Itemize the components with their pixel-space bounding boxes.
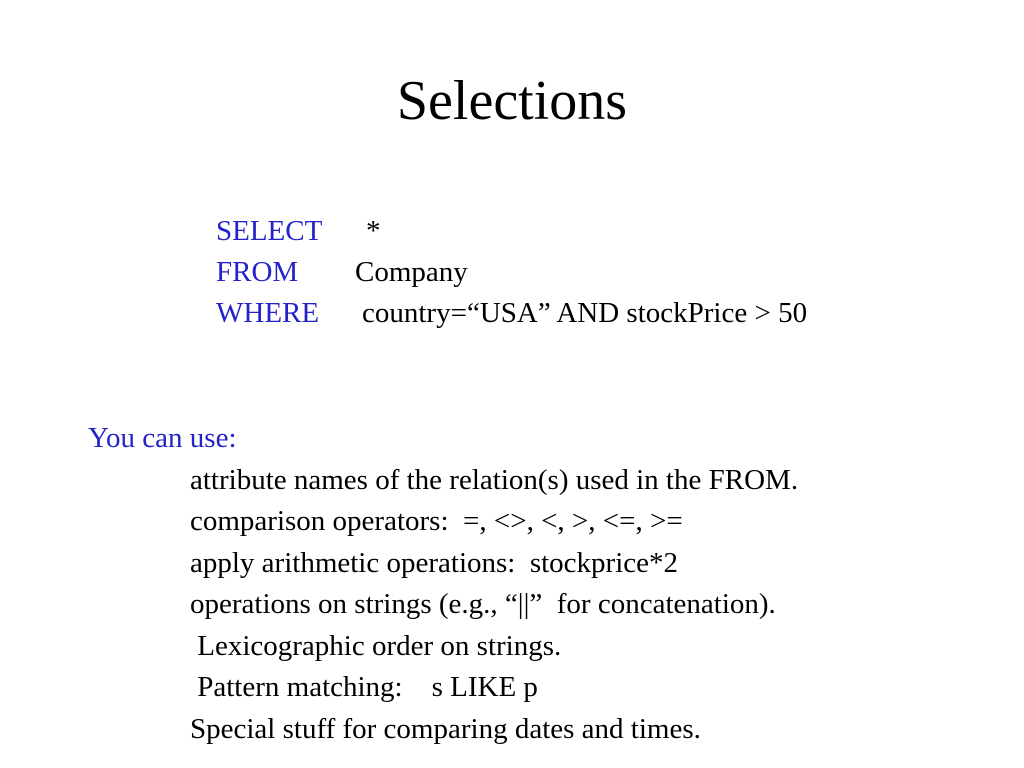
sql-where-keyword: WHERE [216,297,320,329]
sql-select-clause: * [366,215,381,247]
sql-from-clause: Company [355,256,468,288]
sql-select-keyword: SELECT [216,215,323,247]
usage-list [88,418,799,750]
usage-item: Special stuff for comparing dates and times. [190,712,701,745]
usage-item: comparison operators: =, <>, <, >, <=, >= [190,505,683,537]
usage-heading: You can use: [88,422,237,454]
usage-item: apply arithmetic operations: stockprice*2 [190,546,679,579]
sql-where-clause: country=“USA” AND stockPrice > 50 [362,297,808,329]
usage-item: Lexicographic order on strings. [190,629,562,662]
usage-item: attribute names of the relation(s) used in the FROM. [190,463,799,496]
usage-item: operations on strings (e.g., “||” for concatenation). [190,588,776,620]
sql-from-keyword: FROM [216,256,299,288]
usage-item: Pattern matching: s LIKE p [190,671,538,703]
slide-title: Selections [396,70,628,132]
